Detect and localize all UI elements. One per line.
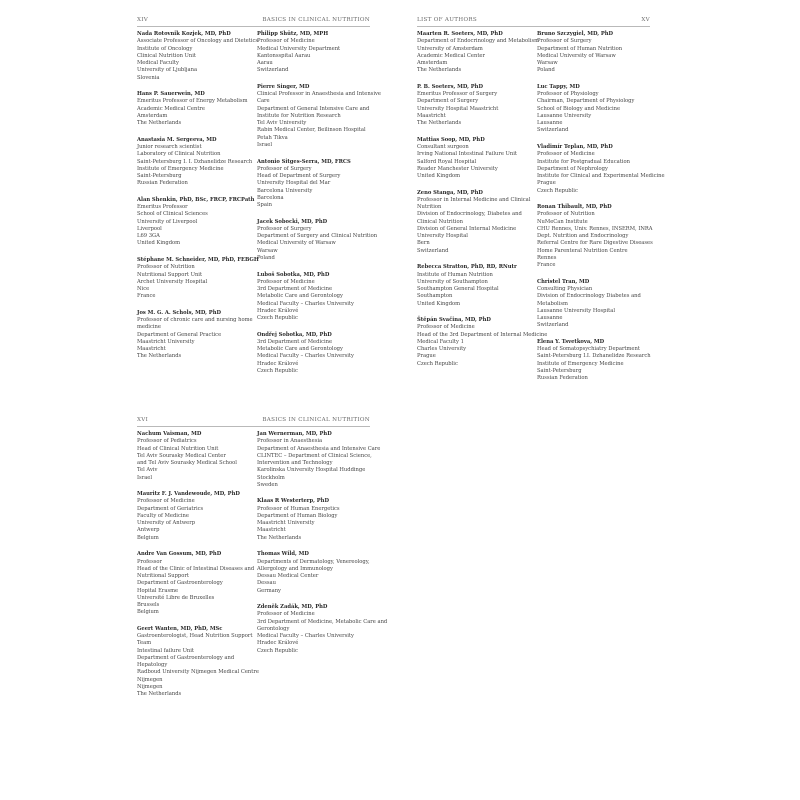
affiliation-line: University Hospital del Mar bbox=[257, 180, 331, 187]
affiliation-line: Institute of Emergency Medicine bbox=[137, 165, 224, 172]
affiliation-line: Department of Human Biology bbox=[257, 512, 338, 519]
affiliation-line: The Netherlands bbox=[417, 67, 462, 74]
affiliation-line: Medical Faculty bbox=[137, 60, 179, 66]
affiliation-line: Medical Faculty – Charles University bbox=[257, 633, 354, 640]
affiliation-line: Poland bbox=[537, 67, 555, 74]
affiliation-line: Team bbox=[137, 640, 152, 647]
affiliation-line: Spain bbox=[257, 202, 272, 209]
affiliation-line: Barcelona bbox=[257, 194, 284, 201]
affiliation-line: Institute of Emergency Medicine bbox=[537, 360, 624, 367]
author-name: Alan Shenkin, PhD, BSc, FRCP, FRCPath bbox=[137, 196, 255, 203]
affiliation-line: Maastricht bbox=[137, 346, 166, 353]
affiliation-line: and Tel Aviv Sourasky Medical School bbox=[137, 460, 237, 466]
affiliation-line: Institute for Postgradual Education bbox=[537, 158, 630, 165]
affiliation-line: Division of Endocrinology Diabetes and bbox=[537, 293, 641, 300]
affiliation-line: Home Parenteral Nutrition Centre bbox=[537, 247, 628, 254]
affiliation-line: Head of Somatopsychiatry Department bbox=[537, 346, 640, 353]
affiliation-line: Professor of Pediatrics bbox=[137, 438, 197, 445]
author-name: Jan Wernerman, MD, PhD bbox=[257, 431, 332, 437]
affiliation-line: University of Antwerp bbox=[137, 520, 196, 527]
affiliation-line: Division of Endocrinology, Diabetes and bbox=[417, 211, 522, 218]
affiliation-line: Czech Republic bbox=[257, 315, 298, 322]
author-entry bbox=[137, 551, 255, 616]
affiliation-line: Professor of chronic care and nursing home bbox=[137, 317, 253, 324]
affiliation-line: Poland bbox=[257, 254, 275, 261]
affiliation-line: Emeritus Professor of Surgery bbox=[417, 91, 498, 98]
affiliation-line: Saint-Petersburg bbox=[537, 367, 582, 374]
affiliation-line: Lausanne bbox=[537, 315, 563, 322]
affiliation-line: School of Clinical Sciences bbox=[137, 211, 208, 218]
running-head: LIST OF AUTHORS bbox=[417, 17, 478, 23]
page-header bbox=[417, 16, 650, 27]
affiliation-line: Metabolic Care and Gerontology bbox=[257, 293, 343, 300]
affiliation-line: Belgium bbox=[137, 534, 159, 541]
author-entry bbox=[417, 137, 535, 181]
affiliation-line: Professor of Medicine bbox=[537, 151, 595, 158]
affiliation-line: Warsaw bbox=[257, 247, 278, 254]
affiliation-line: Laboratory of Clinical Nutrition bbox=[137, 151, 221, 158]
affiliation-line: Head of the Clinic of Intestinal Diseases and bbox=[137, 565, 255, 572]
affiliation-line: Charles University bbox=[417, 346, 467, 353]
affiliation-line: Maastricht bbox=[417, 112, 446, 119]
affiliation-line: Amsterdam bbox=[417, 60, 448, 66]
affiliation-line: United Kingdom bbox=[137, 240, 181, 247]
affiliation-line: Head of Clinical Nutrition Unit bbox=[137, 445, 219, 452]
affiliation-line: Warsaw bbox=[537, 60, 558, 66]
author-name: Philipp Shütz, MD, MPH bbox=[257, 31, 329, 37]
affiliation-line: Chairman, Department of Physiology bbox=[537, 98, 635, 105]
affiliation-line: Lausanne University bbox=[537, 112, 592, 119]
author-name: Klaas R Westerterp, PhD bbox=[257, 498, 329, 505]
affiliation-line: Metabolism bbox=[537, 300, 568, 307]
author-name: Christel Tran, MD bbox=[537, 278, 590, 285]
author-name: Luc Tappy, MD bbox=[537, 83, 580, 90]
page-number: XV bbox=[641, 17, 650, 23]
affiliation-line: France bbox=[137, 293, 156, 300]
affiliation-line: Saint-Petersburg I.I. Dzhanelidze Research bbox=[537, 353, 651, 360]
affiliation-line: Department of Anaesthesia and Intensive Care bbox=[257, 445, 381, 452]
affiliation-line: Head of Department of Surgery bbox=[257, 173, 341, 180]
author-entry bbox=[257, 272, 375, 323]
author-name: Zdeněk Zadák, MD, PhD bbox=[257, 604, 328, 611]
affiliation-line: Professor of Surgery bbox=[257, 225, 312, 232]
affiliation-line: Nijmegen bbox=[137, 676, 163, 683]
affiliation-line: Czech Republic bbox=[257, 647, 298, 654]
affiliation-line: Institute for Clinical and Experimental Medicine bbox=[537, 173, 665, 180]
affiliation-line: Department of Geriatrics bbox=[137, 505, 204, 512]
affiliation-line: 3rd Department of Medicine, Metabolic Care and bbox=[257, 618, 388, 625]
author-entry bbox=[257, 498, 375, 542]
affiliation-line: Department of Surgery bbox=[417, 98, 479, 105]
affiliation-line: Liverpool bbox=[137, 225, 162, 232]
author-name: Bruno Szczygiel, MD, PhD bbox=[537, 31, 614, 37]
author-name: Thomas Wild, MD bbox=[257, 551, 309, 558]
affiliation-line: Professor in Internal Medicine and Clinical bbox=[417, 196, 531, 203]
affiliation-line: Israel bbox=[137, 474, 153, 481]
author-name: Nada Rotovnik Kozjek, MD, PhD bbox=[137, 31, 231, 37]
affiliation-line: Nutritional Support bbox=[137, 573, 189, 580]
affiliation-line: L69 3GA bbox=[137, 233, 160, 240]
affiliation-line: Nutrition bbox=[417, 204, 442, 211]
affiliation-line: Academic Medical Center bbox=[417, 52, 485, 59]
affiliation-line: Department of Surgery and Clinical Nutrition bbox=[257, 233, 378, 240]
affiliation-line: Professor of Surgery bbox=[257, 165, 312, 172]
affiliation-line: Switzerland bbox=[537, 127, 569, 134]
author-entry bbox=[137, 31, 259, 82]
affiliation-line: Southampton bbox=[417, 293, 453, 300]
affiliation-line: Tel Aviv Sourasky Medical Center bbox=[137, 452, 226, 459]
affiliation-line: Allergology and Immunology bbox=[257, 565, 333, 572]
affiliation-line: Czech Republic bbox=[417, 360, 458, 367]
author-entry bbox=[417, 31, 540, 75]
author-entry bbox=[257, 218, 378, 263]
author-column-left bbox=[137, 31, 259, 370]
affiliation-line: Russian Federation bbox=[137, 180, 188, 187]
author-entry bbox=[137, 431, 255, 482]
affiliation-line: Southampton General Hospital bbox=[417, 286, 499, 293]
affiliation-line: United Kingdom bbox=[417, 300, 461, 307]
author-column-right bbox=[257, 31, 381, 385]
author-entry bbox=[537, 144, 665, 195]
author-entry bbox=[257, 431, 381, 489]
affiliation-line: Intestinal failure Unit bbox=[137, 647, 195, 654]
affiliation-line: Professor bbox=[137, 558, 163, 565]
author-name: Rebecca Stratton, PhD, RD, RNutr bbox=[417, 264, 517, 271]
affiliation-line: Professor of Surgery bbox=[537, 38, 592, 45]
affiliation-line: Junior research scientist bbox=[137, 144, 202, 151]
affiliation-line: Head of the 3rd Department of Internal Medicine bbox=[417, 331, 548, 338]
author-name: Geert Wanten, MD, PhD, MSc bbox=[137, 625, 223, 632]
affiliation-line: Professor of Medicine bbox=[257, 38, 315, 45]
author-entry bbox=[417, 264, 535, 308]
page-xv bbox=[417, 16, 665, 382]
author-entry bbox=[537, 204, 655, 269]
affiliation-line: Stockholm bbox=[257, 474, 285, 481]
page-xiv bbox=[137, 16, 381, 374]
affiliation-line: Medical Faculty – Charles University bbox=[257, 300, 354, 307]
affiliation-line: Professor of Physiology bbox=[537, 91, 599, 98]
affiliation-line: Petah Tikva bbox=[257, 134, 288, 141]
author-column-right bbox=[257, 431, 388, 664]
author-entry bbox=[137, 310, 255, 361]
author-name: Anastasia M. Sergeeva, MD bbox=[137, 136, 217, 143]
affiliation-line: Professor of Nutrition bbox=[537, 211, 595, 218]
author-name: Vladimír Teplan, MD, PhD bbox=[537, 144, 613, 151]
author-name: P. B. Soeters, MD, PhD bbox=[417, 83, 483, 90]
affiliation-line: Bern bbox=[417, 240, 430, 247]
affiliation-line: Aarau bbox=[257, 60, 273, 66]
affiliation-line: Tel Aviv bbox=[137, 467, 158, 474]
affiliation-line: Switzerland bbox=[537, 322, 569, 329]
affiliation-line: Care bbox=[257, 98, 270, 105]
affiliation-line: Slovenia bbox=[137, 74, 160, 81]
affiliation-line: Hepatology bbox=[137, 662, 168, 669]
affiliation-line: Barcelona University bbox=[257, 187, 313, 194]
affiliation-line: Lausanne University Hospital bbox=[537, 307, 615, 314]
author-entry bbox=[137, 91, 255, 127]
author-name: Zeno Stanga, MD, PhD bbox=[417, 189, 483, 196]
affiliation-line: France bbox=[537, 262, 556, 269]
affiliation-line: Referral Centre for Rare Digestive Diseases bbox=[537, 240, 653, 247]
author-column-right bbox=[537, 31, 665, 392]
affiliation-line: United Kingdom bbox=[417, 173, 461, 180]
affiliation-line: Associate Professor of Oncology and Dietetics bbox=[137, 38, 259, 45]
affiliation-line: Dessau Medical Center bbox=[257, 573, 319, 580]
affiliation-line: Department of General Intensive Care and bbox=[257, 105, 370, 112]
author-name: Mauritz F. J. Vandewoude, MD, PhD bbox=[137, 491, 240, 498]
affiliation-line: University of Ljubljana bbox=[137, 67, 198, 74]
affiliation-line: Professor of Medicine bbox=[257, 278, 315, 285]
affiliation-line: Saint-Petersburg bbox=[137, 173, 182, 180]
affiliation-line: Salford Royal Hospital bbox=[417, 158, 477, 165]
affiliation-line: Intervention and Technology bbox=[257, 460, 333, 466]
affiliation-line: Professor of Medicine bbox=[257, 611, 315, 618]
affiliation-line: Amsterdam bbox=[137, 112, 168, 119]
affiliation-line: Germany bbox=[257, 587, 281, 594]
affiliation-line: Maastricht University bbox=[257, 520, 315, 527]
affiliation-line: Dessau bbox=[257, 580, 276, 587]
affiliation-line: University of Liverpool bbox=[137, 218, 198, 225]
affiliation-line: Université Libre de Bruxelles bbox=[137, 594, 215, 601]
author-name: Stéphane M. Schneider, MD, PhD, FEBGH bbox=[137, 257, 259, 264]
affiliation-line: Czech Republic bbox=[537, 187, 578, 194]
affiliation-line: Prague bbox=[537, 180, 556, 187]
affiliation-line: Medical Faculty – Charles University bbox=[257, 353, 354, 360]
affiliation-line: Saint-Petersburg I. I. Dzhanelidze Research bbox=[137, 158, 253, 165]
author-name: Ronan Thibault, MD, PhD bbox=[537, 204, 612, 211]
affiliation-line: Russian Federation bbox=[537, 375, 588, 382]
author-name: Jacek Sobocki, MD, PhD bbox=[257, 218, 328, 225]
affiliation-line: Reader Manchester University bbox=[417, 165, 498, 172]
author-entry bbox=[537, 31, 655, 75]
author-entry bbox=[257, 31, 375, 75]
affiliation-line: Department of Gastroenterology bbox=[137, 580, 223, 587]
affiliation-line: Archet University Hospital bbox=[137, 278, 208, 285]
affiliation-line: Prague bbox=[417, 353, 436, 360]
affiliation-line: The Netherlands bbox=[257, 534, 302, 541]
author-name: Pierre Singer, MD bbox=[257, 83, 310, 90]
affiliation-line: The Netherlands bbox=[417, 120, 462, 127]
affiliation-line: Institute of Human Nutrition bbox=[417, 271, 493, 278]
affiliation-line: 3rd Department of Medicine bbox=[257, 338, 333, 345]
affiliation-line: Medical University of Warsaw bbox=[257, 240, 336, 247]
affiliation-line: Department of Endocrinology and Metabolism bbox=[417, 38, 540, 45]
affiliation-line: NuMeCan Institute bbox=[537, 218, 588, 225]
affiliation-line: Medical Faculty 1 bbox=[417, 338, 464, 345]
affiliation-line: Brussels bbox=[137, 602, 160, 609]
affiliation-line: Division of General Internal Medicine bbox=[417, 225, 517, 232]
affiliation-line: Hradec Králové bbox=[257, 640, 299, 647]
author-entry bbox=[537, 84, 655, 135]
affiliation-line: Nijmegen bbox=[137, 683, 163, 690]
affiliation-line: Dept. Nutrition and Endocrinology bbox=[537, 233, 629, 240]
affiliation-line: Professor of Human Energetics bbox=[257, 505, 340, 512]
affiliation-line: Gastroenterologist, Head Nutrition Support bbox=[137, 633, 253, 640]
author-name: Antonio Sitges-Serra, MD, FRCS bbox=[257, 158, 351, 165]
affiliation-line: Institute of Oncology bbox=[137, 45, 193, 52]
author-entry bbox=[537, 279, 655, 330]
affiliation-line: Clinical Nutrition Unit bbox=[137, 52, 197, 59]
author-name: Hans P. Sauerwein, MD bbox=[137, 91, 205, 98]
author-name: Mattias Soop, MD, PhD bbox=[417, 136, 485, 143]
affiliation-line: Institute for Nutrition Research bbox=[257, 112, 341, 119]
affiliation-line: medicine bbox=[137, 324, 161, 331]
page-number: XVI bbox=[137, 417, 149, 423]
affiliation-line: Professor of Nutrition bbox=[137, 264, 195, 271]
affiliation-line: Emeritus Professor of Energy Metabolism bbox=[137, 98, 248, 105]
author-entry bbox=[137, 491, 255, 542]
author-entry bbox=[257, 83, 381, 149]
affiliation-line: Hradec Králové bbox=[257, 360, 299, 367]
page-header bbox=[137, 16, 370, 27]
affiliation-line: Gerontology bbox=[257, 625, 290, 632]
affiliation-line: Department of Nephrology bbox=[537, 165, 608, 172]
affiliation-line: Medical University Department bbox=[257, 45, 341, 52]
running-head: BASICS IN CLINICAL NUTRITION bbox=[262, 417, 370, 423]
affiliation-line: 3rd Department of Medicine bbox=[257, 286, 333, 293]
affiliation-line: CHU Rennes, Univ. Rennes, INSERM, INRA bbox=[537, 225, 653, 232]
affiliation-line: Sweden bbox=[257, 481, 278, 488]
affiliation-line: Faculty of Medicine bbox=[137, 512, 189, 519]
author-entry bbox=[137, 197, 255, 248]
author-name: Elena Y. Tsvetkova, MD bbox=[537, 338, 605, 345]
running-head: BASICS IN CLINICAL NUTRITION bbox=[262, 17, 370, 23]
affiliation-line: Antwerp bbox=[137, 527, 160, 534]
author-name: Štěpán Svačina, MD, PhD bbox=[417, 317, 491, 324]
affiliation-line: Tel Aviv University bbox=[257, 120, 307, 127]
affiliation-line: Israel bbox=[257, 141, 273, 148]
affiliation-line: Clinical Professor in Anaesthesia and Intensive bbox=[257, 91, 381, 98]
affiliation-line: Switzerland bbox=[257, 67, 289, 74]
author-column-left bbox=[137, 431, 259, 708]
affiliation-line: Czech Republic bbox=[257, 367, 298, 374]
author-name: Ondřej Sobotka, MD, PhD bbox=[257, 331, 332, 338]
affiliation-line: Professor of Medicine bbox=[137, 498, 195, 505]
author-entry bbox=[257, 551, 375, 595]
affiliation-line: University Hospital Maastricht bbox=[417, 105, 499, 112]
affiliation-line: Radboud University Nijmegen Medical Centre bbox=[137, 669, 259, 676]
author-entry bbox=[137, 137, 255, 188]
affiliation-line: The Netherlands bbox=[137, 691, 182, 698]
author-name: Andre Van Gossum, MD, PhD bbox=[137, 551, 222, 558]
affiliation-line: Rabin Medical Center, Beilinson Hospital bbox=[257, 127, 366, 134]
author-entry bbox=[417, 317, 548, 368]
author-entry bbox=[137, 625, 259, 699]
affiliation-line: Karolinska University Hospital Huddinge bbox=[257, 467, 366, 474]
affiliation-line: Hradec Králové bbox=[257, 307, 299, 314]
affiliation-line: Medical University of Warsaw bbox=[537, 52, 616, 59]
affiliation-line: Professor of Medicine bbox=[417, 324, 475, 331]
affiliation-line: Nice bbox=[137, 286, 150, 293]
affiliation-line: Metabolic Care and Gerontology bbox=[257, 346, 343, 353]
affiliation-line: Irving National Intestinal Failure Unit bbox=[417, 151, 518, 158]
affiliation-line: Belgium bbox=[137, 609, 159, 616]
affiliation-line: Clinical Nutrition bbox=[417, 218, 463, 225]
author-name: Jos M. G. A. Schols, MD, PhD bbox=[137, 309, 221, 316]
affiliation-line: Switzerland bbox=[417, 247, 449, 254]
author-entry bbox=[417, 190, 535, 255]
author-name: Maarten R. Soeters, MD, PhD bbox=[417, 31, 503, 37]
affiliation-line: Professor in Anaesthesia bbox=[257, 438, 323, 445]
affiliation-line: The Netherlands bbox=[137, 120, 182, 127]
affiliation-line: University of Amsterdam bbox=[417, 45, 483, 52]
affiliation-line: Hopital Erasme bbox=[137, 587, 179, 594]
author-entry bbox=[537, 339, 655, 383]
affiliation-line: Departments of Dermatology, Venereology, bbox=[257, 558, 370, 565]
affiliation-line: Nutritional Support Unit bbox=[137, 271, 203, 278]
affiliation-line: Maastricht University bbox=[137, 338, 195, 345]
affiliation-line: Department of General Practice bbox=[137, 331, 222, 338]
affiliation-line: Rennes bbox=[537, 254, 557, 261]
affiliation-line: Maastricht bbox=[257, 527, 286, 534]
affiliation-line: Consultant surgeon bbox=[417, 144, 469, 151]
affiliation-line: Department of Human Nutrition bbox=[537, 45, 623, 52]
affiliation-line: Emeritus Professor bbox=[137, 204, 188, 211]
author-entry bbox=[417, 84, 535, 128]
affiliation-line: School of Biology and Medicine bbox=[537, 105, 621, 112]
affiliation-line: Department of Gastroenterology and bbox=[137, 654, 235, 661]
affiliation-line: Academic Medical Centre bbox=[137, 105, 205, 112]
author-name: Nachum Vaisman, MD bbox=[137, 431, 202, 437]
author-name: Luboš Sobotka, MD, PhD bbox=[257, 271, 330, 278]
affiliation-line: Kantonsspital Aarau bbox=[257, 52, 311, 59]
author-entry bbox=[137, 257, 259, 301]
page-number: XIV bbox=[137, 17, 149, 23]
affiliation-line: The Netherlands bbox=[137, 353, 182, 360]
author-entry bbox=[257, 604, 388, 655]
author-entry bbox=[257, 332, 375, 376]
page-xvi bbox=[137, 416, 388, 698]
affiliation-line: University Hospital bbox=[417, 233, 468, 240]
author-entry bbox=[257, 159, 375, 210]
affiliation-line: Lausanne bbox=[537, 120, 563, 127]
affiliation-line: Consulting Physician bbox=[537, 286, 593, 293]
affiliation-line: CLINTEC – Department of Clinical Science, bbox=[257, 452, 372, 459]
affiliation-line: University of Southampton bbox=[417, 278, 488, 285]
page-header bbox=[137, 416, 370, 427]
